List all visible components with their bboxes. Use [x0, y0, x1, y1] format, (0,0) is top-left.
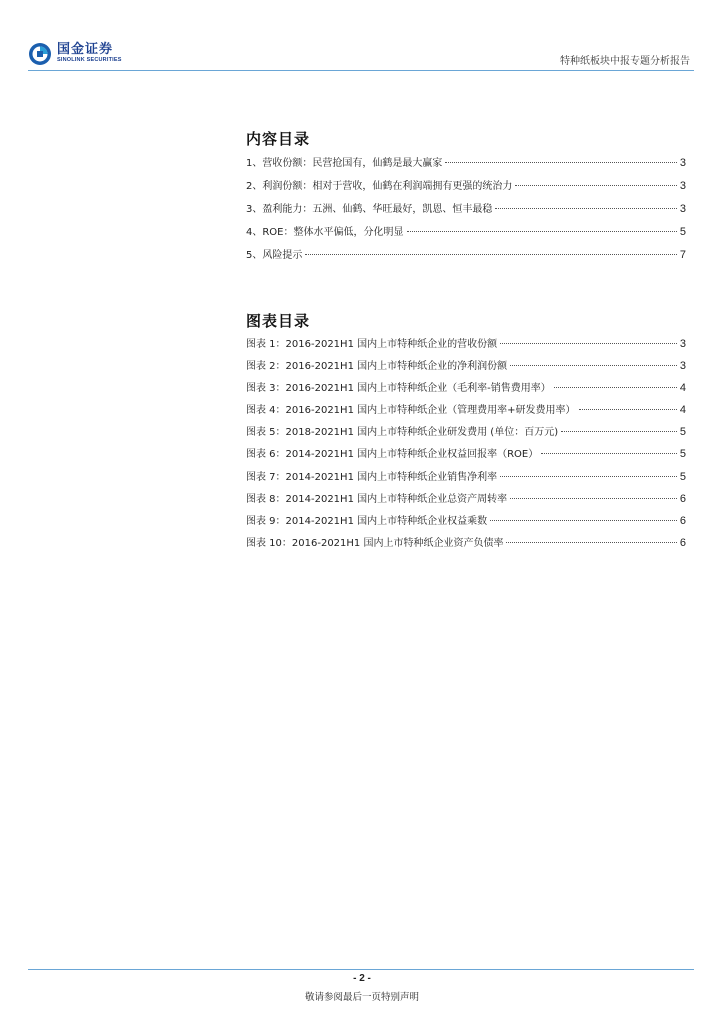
dot-leader	[510, 365, 677, 366]
toc-entry-label: 图表 7：2014-2021H1 国内上市特种纸企业销售净利率	[246, 471, 498, 483]
dot-leader	[541, 453, 677, 454]
dot-leader	[407, 231, 677, 232]
figures-list	[246, 335, 686, 556]
dot-leader	[445, 162, 677, 163]
toc-entry-label: 图表 5：2018-2021H1 国内上市特种纸企业研发费用 (单位：百万元)	[246, 427, 559, 439]
toc-entry-label: 图表 9：2014-2021H1 国内上市特种纸企业权益乘数	[246, 515, 488, 527]
toc-entry-page: 6	[679, 536, 686, 549]
dot-leader	[500, 343, 677, 344]
toc-entry-page: 3	[679, 360, 686, 373]
toc-entry[interactable]	[246, 223, 686, 246]
toc-entry-page: 5	[679, 470, 686, 483]
toc-entry-page: 4	[679, 382, 686, 395]
toc-entry-page: 4	[679, 404, 686, 417]
toc-entry[interactable]	[246, 534, 686, 556]
dot-leader	[500, 476, 677, 477]
dot-leader	[579, 409, 677, 410]
toc-entry-page: 3	[679, 157, 686, 169]
page-header	[28, 38, 694, 74]
toc-entry-label: 3、盈利能力：五洲、仙鹤、华旺最好，凯恩、恒丰最稳	[246, 204, 493, 215]
dot-leader	[561, 431, 677, 432]
footer-divider	[28, 969, 694, 970]
toc-entry-label: 图表 2：2016-2021H1 国内上市特种纸企业的净利润份额	[246, 361, 508, 373]
toc-entry-page: 6	[679, 492, 686, 505]
toc-entry[interactable]	[246, 246, 686, 269]
logo-english-name: SINOLINK SECURITIES	[57, 57, 122, 63]
figures-title: 图表目录	[246, 312, 311, 330]
dot-leader	[554, 387, 677, 388]
toc-entry-page: 5	[679, 448, 686, 461]
toc-entry-label: 4、ROE：整体水平偏低，分化明显	[246, 227, 404, 238]
toc-entry[interactable]	[246, 357, 686, 379]
toc-entry[interactable]	[246, 445, 686, 467]
company-logo	[28, 42, 122, 66]
page-number: - 2 -	[353, 973, 371, 984]
toc-entry-label: 图表 1：2016-2021H1 国内上市特种纸企业的营收份额	[246, 339, 498, 350]
dot-leader	[506, 542, 676, 543]
toc-entry[interactable]	[246, 401, 686, 423]
toc-entry-label: 图表 10：2016-2021H1 国内上市特种纸企业资产负债率	[246, 537, 504, 549]
toc-list	[246, 154, 686, 269]
toc-entry-label: 5、风险提示	[246, 250, 303, 261]
toc-entry[interactable]	[246, 177, 686, 200]
toc-entry-page: 5	[679, 226, 686, 238]
toc-entry-label: 图表 8：2014-2021H1 国内上市特种纸企业总资产周转率	[246, 493, 508, 505]
logo-chinese-name: 国金证券	[57, 42, 114, 57]
toc-entry[interactable]	[246, 490, 686, 512]
toc-entry[interactable]	[246, 379, 686, 401]
toc-title: 内容目录	[246, 130, 311, 148]
toc-entry[interactable]	[246, 468, 686, 490]
toc-entry-page: 5	[679, 426, 686, 439]
dot-leader	[515, 185, 677, 186]
toc-entry[interactable]	[246, 423, 686, 445]
header-divider	[28, 70, 694, 71]
toc-entry[interactable]	[246, 200, 686, 223]
dot-leader	[495, 208, 677, 209]
toc-entry-page: 7	[679, 249, 686, 261]
toc-entry-label: 图表 3：2016-2021H1 国内上市特种纸企业（毛利率-销售费用率）	[246, 383, 551, 395]
toc-entry[interactable]	[246, 335, 686, 357]
dot-leader	[305, 254, 677, 255]
footer-disclaimer: 敬请参阅最后一页特别声明	[304, 992, 419, 1003]
toc-entry-label: 2、利润份额：相对于营收，仙鹤在利润端拥有更强的统治力	[246, 181, 513, 192]
toc-entry-page: 6	[679, 514, 686, 527]
sinolink-logo-icon	[28, 42, 52, 66]
toc-entry-page: 3	[679, 203, 686, 215]
toc-entry-label: 图表 6：2014-2021H1 国内上市特种纸企业权益回报率（ROE）	[246, 449, 539, 461]
document-title: 特种纸板块中报专题分析报告	[560, 56, 690, 67]
toc-entry-label: 图表 4：2016-2021H1 国内上市特种纸企业（管理费用率+研发费用率）	[246, 405, 576, 417]
toc-entry-label: 1、营收份额：民营抢国有，仙鹤是最大赢家	[246, 158, 443, 169]
toc-entry[interactable]	[246, 154, 686, 177]
toc-entry-page: 3	[679, 180, 686, 192]
dot-leader	[510, 498, 677, 499]
toc-entry[interactable]	[246, 512, 686, 534]
dot-leader	[490, 520, 677, 521]
toc-entry-page: 3	[679, 338, 686, 350]
